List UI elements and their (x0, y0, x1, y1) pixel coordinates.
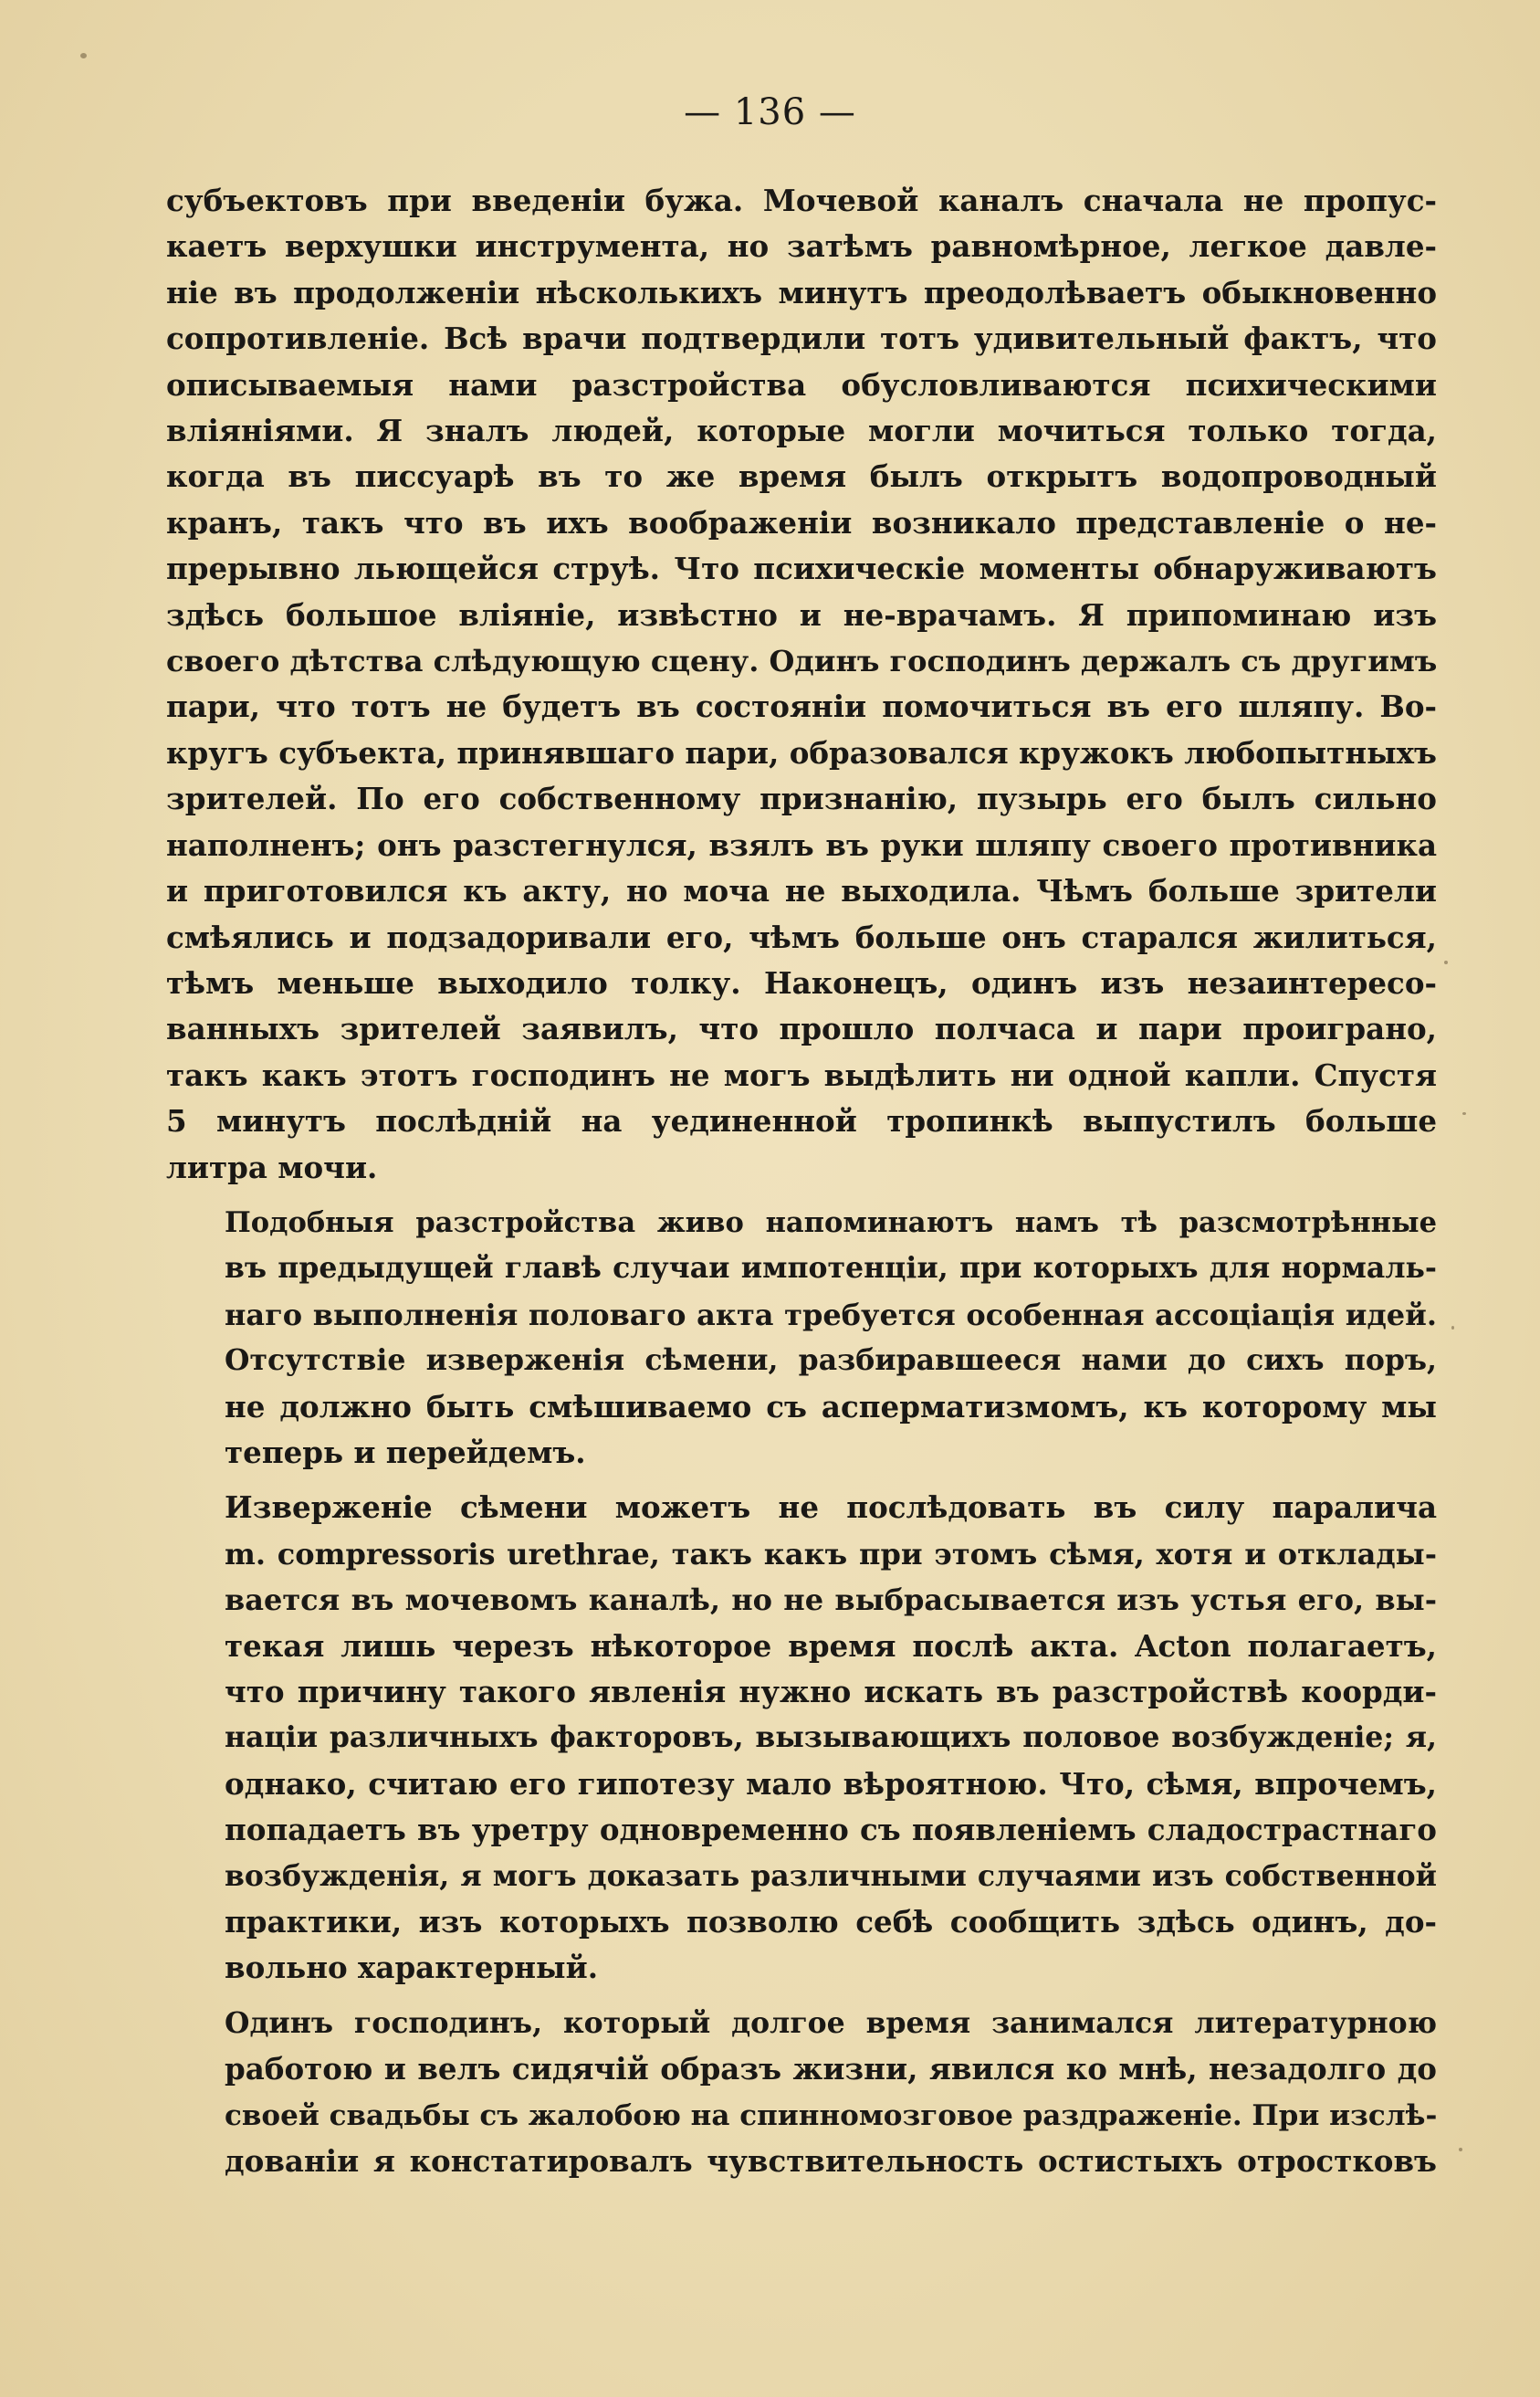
text-line: въ предыдущей главѣ случаи импотенцiи, при которыхъ для нормаль- (225, 1251, 1437, 1286)
text-line: описываемыя нами разстройства обусловливаются психическими (166, 366, 1437, 403)
paragraph (166, 1338, 1437, 1476)
paper-speck (1462, 1112, 1466, 1115)
text-line: нiе въ продолженiи нѣсколькихъ минутъ преодолѣваетъ обыкновенно (166, 274, 1437, 310)
text-line: практики, изъ которыхъ позволю себѣ сообщить здѣсь одинъ, до- (225, 1904, 1437, 1940)
page-number: — 136 — (684, 91, 856, 133)
text-line: здѣсь большое влiянiе, извѣстно и не-врачамъ. Я припоминаю изъ (166, 596, 1437, 633)
text-line: вается въ мочевомъ каналѣ, но не выбрасывается изъ устья его, вы- (225, 1582, 1437, 1618)
text-line: дованiи я констатировалъ чувствительность остистыхъ отростковъ (225, 2143, 1437, 2180)
text-line: своего дѣтства слѣдующую сцену. Одинъ господинъ держалъ съ другимъ (166, 644, 1438, 679)
text-line: наго выполненiя половаго акта требуется особенная ассоцiацiя идей. (225, 1297, 1437, 1332)
paragraph-gap (166, 1476, 1437, 1485)
paper-speck (80, 53, 87, 58)
paper-speck (1444, 961, 1448, 964)
paragraph (166, 1200, 1437, 1338)
text-line: наполненъ; онъ разстегнулся, взялъ въ руки шляпу своего противника (166, 826, 1437, 863)
text-line: что причину такого явленiя нужно искать въ разстройствѣ коорди- (225, 1674, 1437, 1709)
paragraph (166, 1485, 1437, 1991)
text-line: попадаетъ въ уретру одновременно съ появленiемъ сладострастнаго (225, 1812, 1437, 1848)
text-line: націи различныхъ факторовъ, вызывающихъ половое возбужденiе; я, (225, 1720, 1437, 1755)
text-line: вольно характерный. (225, 1950, 599, 1986)
text-line: теперь и перейдемъ. (225, 1434, 586, 1470)
body-text (166, 178, 1437, 2184)
paper-speck (1451, 1326, 1454, 1330)
text-line: Подобныя разстройства живо напоминаютъ намъ тѣ разсмотрѣнные (225, 1205, 1437, 1239)
text-line: смѣялись и подзадоривали его, чѣмъ больше онъ старался жилиться, (166, 919, 1437, 955)
text-line: не должно быть смѣшиваемо съ асперматизмомъ, къ которому мы (225, 1388, 1437, 1425)
text-line: m. compressoris urethrae, такъ какъ при этомъ сѣмя, хотя и отклады- (225, 1536, 1437, 1572)
text-line: прерывно льющейся струѣ. Что психическiе моменты обнаруживаютъ (166, 551, 1437, 587)
text-line: Отсутствiе изверженiя сѣмени, разбиравшееся нами до сихъ поръ, (225, 1343, 1437, 1378)
text-line: и приготовился къ акту, но моча не выходила. Чѣмъ больше зрители (166, 873, 1437, 909)
paragraph-gap (166, 1191, 1437, 1200)
text-line: тѣмъ меньше выходило толку. Наконецъ, одинъ изъ незаинтересо- (166, 964, 1437, 1001)
text-line: влiянiями. Я зналъ людей, которые могли мочиться только тогда, (166, 413, 1437, 449)
paper-speck (1459, 2148, 1462, 2151)
text-line: возбужденiя, я могъ доказать различными случаями изъ собственной (225, 1858, 1437, 1893)
text-line: кругъ субъекта, принявшаго пари, образовался кружокъ любопытныхъ (166, 734, 1437, 771)
text-line: каетъ верхушки инструмента, но затѣмъ равномѣрное, легкое давле- (166, 228, 1437, 265)
text-line: своей свадьбы съ жалобою на спинномозговое раздраженiе. При изслѣ- (225, 2098, 1438, 2132)
text-line: сопротивленiе. Всѣ врачи подтвердили тотъ удивительный фактъ, что (166, 321, 1437, 357)
text-line: зрителей. По его собственному признанiю, пузырь его былъ сильно (166, 781, 1437, 817)
paragraph (166, 178, 1437, 1191)
text-line: однако, считаю его гипотезу мало вѣроятною. Что, сѣмя, впрочемъ, (225, 1765, 1437, 1802)
text-line: пари, что тотъ не будетъ въ состоянiи помочиться въ его шляпу. Во- (166, 689, 1437, 725)
text-line: литра мочи. (166, 1149, 378, 1185)
text-line: работою и велъ сидячiй образъ жизни, явился ко мнѣ, незадолго до (225, 2051, 1437, 2087)
paragraph (166, 2001, 1437, 2185)
text-line: когда въ писсуарѣ въ то же время былъ открытъ водопроводный (166, 458, 1437, 495)
text-line: кранъ, такъ что въ ихъ воображенiи возникало представленiе о не- (166, 504, 1437, 541)
text-line: ванныхъ зрителей заявилъ, что прошло полчаса и пари проиграно, (166, 1011, 1437, 1047)
text-line: 5 минутъ послѣднiй на уединенной тропинкѣ выпустилъ больше (166, 1103, 1437, 1140)
text-line: Изверженiе сѣмени можетъ не послѣдовать въ силу паралича (225, 1489, 1437, 1526)
text-line: текая лишь черезъ нѣкоторое время послѣ акта. Acton полагаетъ, (225, 1627, 1437, 1664)
text-line: субъектовъ при введенiи бужа. Мочевой каналъ сначала не пропус- (166, 183, 1437, 218)
text-line: Одинъ господинъ, который долгое время занимался литературною (225, 2005, 1437, 2040)
paragraph-gap (166, 1992, 1437, 2001)
text-line: такъ какъ этотъ господинъ не могъ выдѣлить ни одной капли. Спустя (166, 1057, 1437, 1093)
